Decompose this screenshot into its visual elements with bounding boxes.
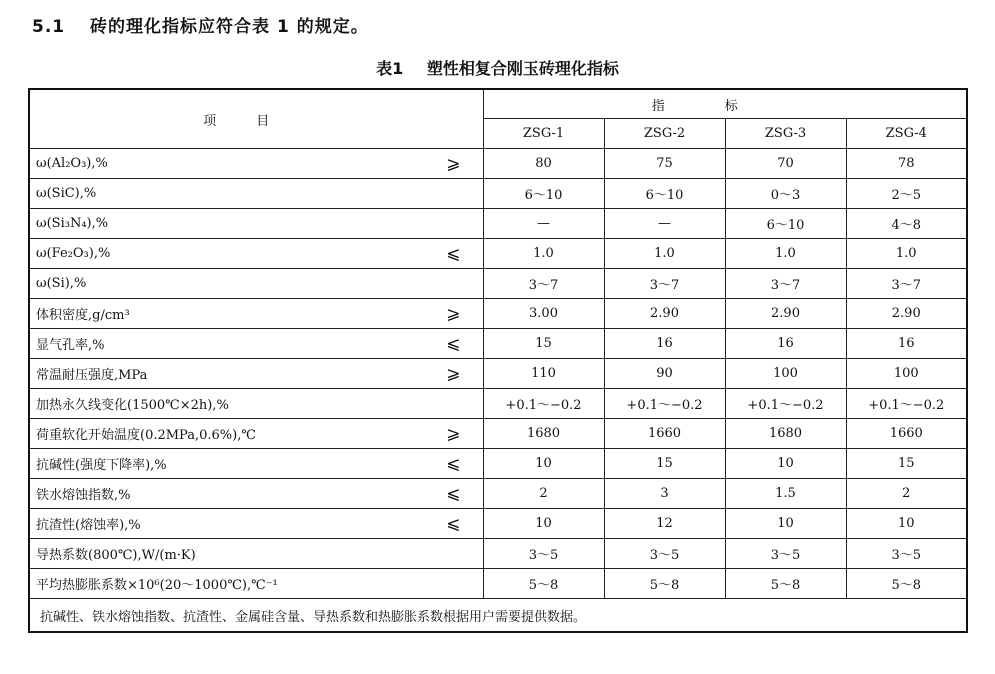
value-cell: 5～8: [846, 569, 967, 599]
grade-header: ZSG-3: [725, 119, 846, 149]
limit-symbol: ⩾: [446, 303, 461, 324]
row-label: 铁水熔蚀指数,%: [36, 488, 131, 503]
value-cell: +0.1～−0.2: [725, 389, 846, 419]
row-label: ω(SiC),%: [36, 186, 97, 201]
value-cell: 1680: [483, 419, 604, 449]
value-cell: 2: [846, 479, 967, 509]
row-label-cell: [29, 539, 483, 569]
properties-table: [28, 88, 968, 633]
table-caption-title: 塑性相复合刚玉砖理化指标: [426, 59, 619, 78]
value-cell: 1.0: [846, 239, 967, 269]
value-cell: 100: [725, 359, 846, 389]
row-label-cell: [29, 149, 483, 179]
row-label: 抗渣性(熔蚀率),%: [36, 518, 141, 533]
value-cell: +0.1～−0.2: [483, 389, 604, 419]
value-cell: 3.00: [483, 299, 604, 329]
table-row: [29, 509, 967, 539]
row-label: ω(Si₃N₄),%: [36, 216, 109, 231]
value-cell: 3～5: [846, 539, 967, 569]
header-index: 指标: [483, 89, 967, 119]
header-item: 项目: [29, 89, 483, 149]
value-cell: 2.90: [604, 299, 725, 329]
limit-symbol: ⩽: [446, 483, 461, 504]
row-label: 抗碱性(强度下降率),%: [36, 458, 167, 473]
table-caption-number: 表1: [376, 59, 404, 78]
value-cell: 1660: [604, 419, 725, 449]
value-cell: 3～5: [725, 539, 846, 569]
table-row: [29, 359, 967, 389]
value-cell: +0.1～−0.2: [846, 389, 967, 419]
row-label-cell: [29, 329, 483, 359]
limit-symbol: ⩽: [446, 333, 461, 354]
row-label-cell: [29, 359, 483, 389]
table-caption: [0, 56, 995, 79]
section-text: 砖的理化指标应符合表 1 的规定。: [90, 17, 369, 37]
value-cell: 6～10: [725, 209, 846, 239]
value-cell: 100: [846, 359, 967, 389]
grade-header: ZSG-2: [604, 119, 725, 149]
value-cell: 10: [483, 449, 604, 479]
value-cell: 16: [725, 329, 846, 359]
row-label-cell: [29, 239, 483, 269]
section-number: 5.1: [32, 17, 66, 37]
value-cell: 75: [604, 149, 725, 179]
value-cell: 16: [846, 329, 967, 359]
value-cell: 78: [846, 149, 967, 179]
value-cell: 90: [604, 359, 725, 389]
table-row: [29, 479, 967, 509]
value-cell: 110: [483, 359, 604, 389]
table-row: [29, 539, 967, 569]
table-row: [29, 209, 967, 239]
value-cell: 6～10: [604, 179, 725, 209]
row-label-cell: [29, 269, 483, 299]
row-label-cell: [29, 179, 483, 209]
value-cell: 1660: [846, 419, 967, 449]
row-label: 加热永久线变化(1500℃×2h),%: [36, 398, 229, 413]
table-note: 抗碱性、铁水熔蚀指数、抗渣性、金属硅含量、导热系数和热膨胀系数根据用户需要提供数据。: [29, 599, 967, 633]
value-cell: —: [483, 209, 604, 239]
grade-header: ZSG-4: [846, 119, 967, 149]
value-cell: 5～8: [604, 569, 725, 599]
table-row: [29, 299, 967, 329]
row-label: ω(Si),%: [36, 276, 87, 291]
value-cell: 3～7: [604, 269, 725, 299]
row-label: 导热系数(800℃),W/(m·K): [36, 548, 196, 563]
value-cell: 16: [604, 329, 725, 359]
row-label-cell: [29, 479, 483, 509]
value-cell: 1.0: [604, 239, 725, 269]
value-cell: 10: [725, 509, 846, 539]
row-label-cell: [29, 419, 483, 449]
table-row: [29, 239, 967, 269]
value-cell: 10: [483, 509, 604, 539]
value-cell: 5～8: [483, 569, 604, 599]
value-cell: 12: [604, 509, 725, 539]
limit-symbol: ⩽: [446, 513, 461, 534]
table-row: [29, 329, 967, 359]
value-cell: 1680: [725, 419, 846, 449]
value-cell: 2.90: [725, 299, 846, 329]
value-cell: 2: [483, 479, 604, 509]
value-cell: 3～7: [725, 269, 846, 299]
value-cell: 1.0: [725, 239, 846, 269]
value-cell: 3～7: [483, 269, 604, 299]
row-label: 平均热膨胀系数×10⁶(20～1000℃),℃⁻¹: [36, 578, 278, 593]
table-row: [29, 269, 967, 299]
value-cell: 2～5: [846, 179, 967, 209]
value-cell: 3～5: [483, 539, 604, 569]
row-label: 荷重软化开始温度(0.2MPa,0.6%),℃: [36, 428, 256, 443]
value-cell: 3～7: [846, 269, 967, 299]
limit-symbol: ⩾: [446, 153, 461, 174]
value-cell: 80: [483, 149, 604, 179]
value-cell: 5～8: [725, 569, 846, 599]
value-cell: 4～8: [846, 209, 967, 239]
row-label: 体积密度,g/cm³: [36, 308, 130, 323]
value-cell: —: [604, 209, 725, 239]
value-cell: 1.5: [725, 479, 846, 509]
table-body: [29, 149, 967, 599]
value-cell: 2.90: [846, 299, 967, 329]
value-cell: 70: [725, 149, 846, 179]
row-label-cell: [29, 569, 483, 599]
value-cell: 3～5: [604, 539, 725, 569]
value-cell: 15: [846, 449, 967, 479]
table-row: [29, 419, 967, 449]
table-row: [29, 179, 967, 209]
value-cell: +0.1～−0.2: [604, 389, 725, 419]
table-row: [29, 149, 967, 179]
row-label: ω(Al₂O₃),%: [36, 156, 108, 171]
value-cell: 15: [483, 329, 604, 359]
value-cell: 10: [846, 509, 967, 539]
limit-symbol: ⩾: [446, 363, 461, 384]
value-cell: 0～3: [725, 179, 846, 209]
row-label-cell: [29, 209, 483, 239]
limit-symbol: ⩽: [446, 243, 461, 264]
value-cell: 1.0: [483, 239, 604, 269]
table-row: [29, 569, 967, 599]
row-label-cell: [29, 449, 483, 479]
value-cell: 10: [725, 449, 846, 479]
row-label-cell: [29, 389, 483, 419]
limit-symbol: ⩽: [446, 453, 461, 474]
row-label-cell: [29, 509, 483, 539]
row-label: 显气孔率,%: [36, 338, 105, 353]
row-label: 常温耐压强度,MPa: [36, 368, 148, 383]
row-label: ω(Fe₂O₃),%: [36, 246, 111, 261]
section-intro: [32, 12, 369, 37]
grade-header: ZSG-1: [483, 119, 604, 149]
value-cell: 15: [604, 449, 725, 479]
table-row: [29, 449, 967, 479]
table-row: [29, 389, 967, 419]
limit-symbol: ⩾: [446, 423, 461, 444]
row-label-cell: [29, 299, 483, 329]
value-cell: 6～10: [483, 179, 604, 209]
value-cell: 3: [604, 479, 725, 509]
